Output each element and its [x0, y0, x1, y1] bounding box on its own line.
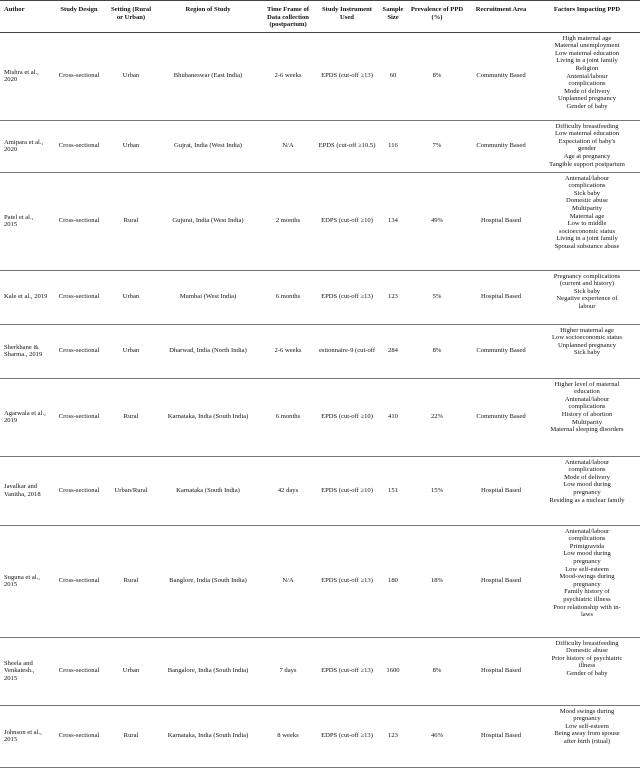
- cell-factors: [534, 456, 640, 525]
- table-row: [0, 525, 640, 637]
- factor-item: Religion: [575, 65, 599, 73]
- cell-instrument: EPDS (cut-off ≥10.5): [314, 120, 380, 172]
- factor-item: complications: [568, 182, 606, 190]
- factor-item: Negative experience of: [556, 295, 618, 303]
- factor-item: complications: [568, 535, 606, 543]
- header-prevalence: Prevalence of PPD (%): [406, 1, 468, 33]
- cell-region: Gujurat, India (West India): [154, 172, 262, 270]
- cell-setting: Urban: [108, 270, 154, 324]
- cell-prevalence: 8%: [406, 637, 468, 705]
- factor-item: Mode of delivery: [564, 87, 610, 95]
- header-author: Author: [0, 1, 50, 33]
- cell-timeframe: 6 months: [262, 378, 314, 456]
- cell-instrument: EPDS (cut-off ≥13): [314, 270, 380, 324]
- cell-design: Cross-sectional: [50, 525, 108, 637]
- factor-item: Residing as a nuclear family: [549, 496, 625, 504]
- factor-item: Expectation of baby's: [558, 137, 616, 145]
- header-row: [0, 1, 640, 33]
- cell-timeframe: 8 weeks: [262, 705, 314, 767]
- cell-sample: 123: [380, 270, 406, 324]
- table-row: [0, 705, 640, 767]
- cell-recruitment: Hospital Based: [468, 456, 534, 525]
- header-factors: Factors Impacting PPD: [534, 1, 640, 33]
- factor-item: after birth (ritual): [563, 738, 611, 746]
- cell-design: Cross-sectional: [50, 270, 108, 324]
- factor-item: labour: [578, 303, 596, 311]
- cell-sample: 410: [380, 378, 406, 456]
- factor-item: complications: [568, 403, 606, 411]
- cell-prevalence: 22%: [406, 378, 468, 456]
- factor-item: Antenatal/labour: [564, 395, 610, 403]
- cell-instrument: estionnaire-9 (cut-off: [314, 324, 380, 378]
- cell-recruitment: Community Based: [468, 120, 534, 172]
- cell-instrument: EDPS (cut-off ≥13): [314, 705, 380, 767]
- cell-region: Gujrat, India (West India): [154, 120, 262, 172]
- cell-sample: 284: [380, 324, 406, 378]
- cell-timeframe: 6 months: [262, 270, 314, 324]
- table-row: [0, 270, 640, 324]
- factor-item: education: [574, 388, 600, 396]
- factor-item: Antenatal/labour: [564, 174, 610, 182]
- factor-item: Antenatal/labour: [564, 458, 610, 466]
- cell-sample: 134: [380, 172, 406, 270]
- cell-author: Agarwala et al., 2019: [0, 378, 50, 456]
- factor-item: Maternal sleeping disorders: [550, 426, 624, 434]
- factor-item: laws: [580, 611, 594, 619]
- factor-item: Domestic abuse: [566, 197, 608, 205]
- factor-item: Low to middle: [567, 220, 607, 228]
- cell-prevalence: 15%: [406, 456, 468, 525]
- cell-prevalence: 18%: [406, 525, 468, 637]
- cell-instrument: EPDS (cut-off ≥13): [314, 32, 380, 120]
- factor-item: Low self-esteem: [565, 565, 609, 573]
- cell-factors: [534, 378, 640, 456]
- cell-author: Suguna et al., 2015: [0, 525, 50, 637]
- cell-setting: Urban: [108, 324, 154, 378]
- cell-design: Cross-sectional: [50, 32, 108, 120]
- cell-sample: 151: [380, 456, 406, 525]
- cell-instrument: EPDS (cut-off ≥13): [314, 637, 380, 705]
- cell-prevalence: 7%: [406, 120, 468, 172]
- cell-factors: [534, 637, 640, 705]
- cell-setting: Urban/Rural: [108, 456, 154, 525]
- cell-setting: Rural: [108, 378, 154, 456]
- factor-item: Low mood during: [563, 550, 611, 558]
- cell-author: Johnson et al., 2015: [0, 705, 50, 767]
- header-sample: Sample Size: [380, 1, 406, 33]
- factor-item: Multiparity: [571, 205, 603, 213]
- cell-recruitment: Hospital Based: [468, 172, 534, 270]
- cell-factors: [534, 270, 640, 324]
- table-row: [0, 32, 640, 120]
- factor-item: Maternal age: [569, 212, 605, 220]
- cell-factors: [534, 705, 640, 767]
- cell-region: Dharwad, India (North India): [154, 324, 262, 378]
- factor-item: socioeconomic status: [558, 227, 616, 235]
- cell-sample: 1600: [380, 637, 406, 705]
- cell-timeframe: 2-6 weeks: [262, 324, 314, 378]
- header-setting: Setting (Rural or Urban): [108, 1, 154, 33]
- cell-factors: [534, 32, 640, 120]
- cell-region: Karnataka, India (South India): [154, 705, 262, 767]
- cell-timeframe: 2 months: [262, 172, 314, 270]
- cell-prevalence: 8%: [406, 32, 468, 120]
- cell-design: Cross-sectional: [50, 705, 108, 767]
- cell-author: Sherkhane & Sharma., 2019: [0, 324, 50, 378]
- header-region: Region of Study: [154, 1, 262, 33]
- cell-factors: [534, 120, 640, 172]
- factor-item: Spousal substance abuse: [554, 242, 620, 250]
- cell-sample: 116: [380, 120, 406, 172]
- factor-item: Gender of baby: [566, 102, 608, 110]
- header-timeframe: Time Frame of Data collection (postpartum): [262, 1, 314, 33]
- factor-item: gender: [578, 145, 596, 153]
- header-recruitment: Recruitment Area: [468, 1, 534, 33]
- factor-item: Living in a joint family: [556, 57, 618, 65]
- cell-author: Amipara et al., 2020: [0, 120, 50, 172]
- cell-region: Mumbai (West India): [154, 270, 262, 324]
- header-instrument: Study Instrument Used: [314, 1, 380, 33]
- cell-region: Bhubaneswar (East India): [154, 32, 262, 120]
- factor-item: (current and history): [559, 280, 615, 288]
- factor-item: Multiparity: [571, 418, 603, 426]
- cell-recruitment: Community Based: [468, 32, 534, 120]
- table-row: [0, 456, 640, 525]
- factor-item: Mood swings during: [559, 707, 615, 715]
- factor-item: Higher maternal age: [560, 326, 614, 334]
- factor-item: Maternal unemployment: [554, 42, 620, 50]
- cell-design: Cross-sectional: [50, 637, 108, 705]
- cell-author: Javalkar and Vanitha, 2018: [0, 456, 50, 525]
- factor-item: Being away from spouse: [554, 730, 620, 738]
- factor-item: Antental/labour: [566, 72, 608, 80]
- cell-prevalence: 5%: [406, 270, 468, 324]
- factor-item: illness: [578, 662, 596, 670]
- factor-item: Higher level of maternal: [554, 380, 620, 388]
- cell-sample: 60: [380, 32, 406, 120]
- factor-item: Mode of delivery: [564, 473, 610, 481]
- factor-item: Prior history of psychiatric: [551, 654, 623, 662]
- cell-factors: [534, 324, 640, 378]
- factor-item: High maternal age: [562, 34, 612, 42]
- factor-item: Poor relationship with in-: [553, 603, 621, 611]
- cell-author: Kale et al., 2019: [0, 270, 50, 324]
- factor-item: Difficulty breastfeeding: [555, 639, 619, 647]
- factor-item: Living in a joint family: [556, 235, 618, 243]
- cell-design: Cross-sectional: [50, 120, 108, 172]
- factor-item: Mood-swings during: [559, 573, 615, 581]
- cell-design: Cross-sectional: [50, 378, 108, 456]
- cell-instrument: EDPS (cut-off ≥10): [314, 172, 380, 270]
- cell-recruitment: Hospital Based: [468, 705, 534, 767]
- cell-instrument: EPDS (cut-off ≥10): [314, 456, 380, 525]
- cell-timeframe: N/A: [262, 525, 314, 637]
- cell-region: Bangalore, India (South India): [154, 637, 262, 705]
- cell-setting: Urban: [108, 32, 154, 120]
- cell-design: Cross-sectional: [50, 172, 108, 270]
- cell-region: Karnataka, India (South India): [154, 378, 262, 456]
- cell-author: Mishra et al., 2020: [0, 32, 50, 120]
- cell-factors: [534, 525, 640, 637]
- factor-item: pregnancy: [573, 489, 601, 497]
- cell-timeframe: 2-6 weeks: [262, 32, 314, 120]
- factor-item: Low mood during: [563, 481, 611, 489]
- cell-setting: Rural: [108, 172, 154, 270]
- factor-item: psychiatric illness: [563, 595, 611, 603]
- table-row: [0, 172, 640, 270]
- table-row: [0, 637, 640, 705]
- cell-recruitment: Hospital Based: [468, 270, 534, 324]
- cell-timeframe: N/A: [262, 120, 314, 172]
- factor-item: History of abortion: [561, 411, 613, 419]
- factor-item: Low maternal education: [554, 49, 620, 57]
- factor-item: complications: [568, 80, 606, 88]
- cell-design: Cross-sectional: [50, 324, 108, 378]
- cell-recruitment: Community Based: [468, 378, 534, 456]
- cell-instrument: EPDS (cut-off ≥13): [314, 525, 380, 637]
- cell-author: Sheela and Venkatesh., 2015: [0, 637, 50, 705]
- factor-item: Low maternal education: [554, 130, 620, 138]
- factor-item: Antenatal/labour: [564, 527, 610, 535]
- factor-item: pregnancy: [573, 558, 601, 566]
- cell-region: Karnataka (South India): [154, 456, 262, 525]
- table-row: [0, 378, 640, 456]
- cell-author: Patel et al., 2015: [0, 172, 50, 270]
- factor-item: pregnancy: [573, 580, 601, 588]
- factor-item: Sick baby: [573, 287, 601, 295]
- factor-item: Pregnancy complications: [553, 272, 621, 280]
- table-row: [0, 324, 640, 378]
- cell-instrument: EPDS (cut-off ≥10): [314, 378, 380, 456]
- factor-item: pregnancy: [573, 715, 601, 723]
- cell-setting: Rural: [108, 705, 154, 767]
- cell-recruitment: Hospital Based: [468, 637, 534, 705]
- factor-item: Domestic abuse: [566, 647, 608, 655]
- cell-setting: Urban: [108, 637, 154, 705]
- cell-prevalence: 49%: [406, 172, 468, 270]
- factor-item: Family history of: [564, 588, 610, 596]
- cell-setting: Rural: [108, 525, 154, 637]
- factor-item: Primigravida: [569, 542, 605, 550]
- factor-item: complications: [568, 466, 606, 474]
- cell-factors: [534, 172, 640, 270]
- cell-sample: 123: [380, 705, 406, 767]
- factor-item: Age at pregnancy: [563, 153, 611, 161]
- factor-item: Low socioeconomic status: [552, 334, 622, 342]
- cell-setting: Urban: [108, 120, 154, 172]
- cell-design: Cross-sectional: [50, 456, 108, 525]
- cell-prevalence: 8%: [406, 324, 468, 378]
- factor-item: Unplanned pregnancy: [557, 341, 617, 349]
- cell-region: Banglore, India (South India): [154, 525, 262, 637]
- cell-recruitment: Community Based: [468, 324, 534, 378]
- cell-timeframe: 42 days: [262, 456, 314, 525]
- header-design: Study Design: [50, 1, 108, 33]
- factor-item: Unplanned pregnancy: [557, 95, 617, 103]
- factor-item: Gender of baby: [566, 670, 608, 678]
- cell-prevalence: 46%: [406, 705, 468, 767]
- factor-item: Difficulty breastfeeding: [555, 122, 619, 130]
- cell-sample: 180: [380, 525, 406, 637]
- factor-item: Tangible support postpartum: [549, 160, 625, 168]
- cell-recruitment: Hospital Based: [468, 525, 534, 637]
- table-body: [0, 32, 640, 767]
- factor-item: Sick baby: [573, 189, 601, 197]
- factor-item: Low self-esteem: [565, 722, 609, 730]
- table-row: [0, 120, 640, 172]
- factor-item: Sick baby: [573, 349, 601, 357]
- cell-timeframe: 7 days: [262, 637, 314, 705]
